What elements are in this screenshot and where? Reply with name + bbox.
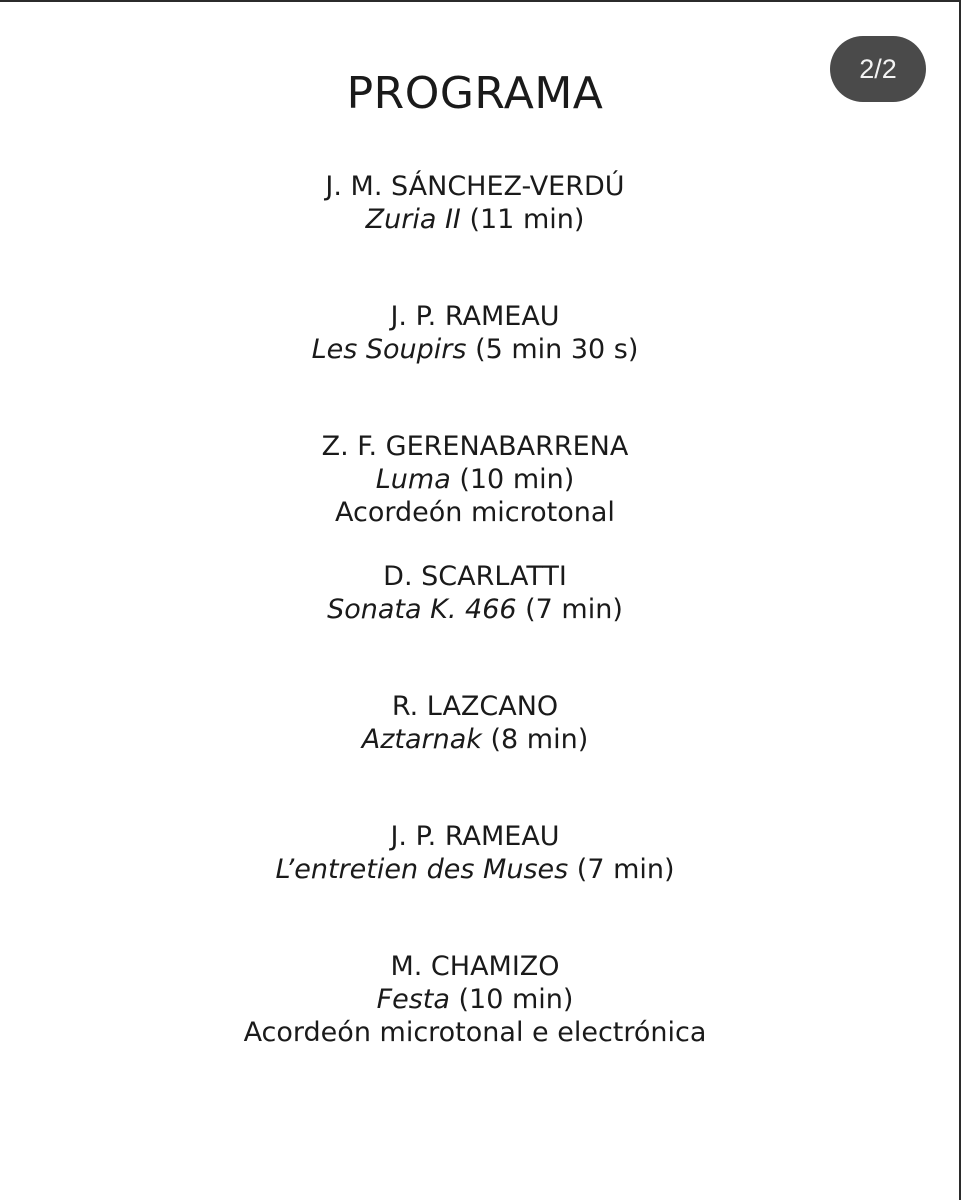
work-line <box>0 853 950 886</box>
composer-name: J. P. RAMEAU <box>390 821 560 852</box>
work-duration: (11 min) <box>469 204 585 235</box>
work-line <box>0 333 950 366</box>
page-counter-badge: 2/2 <box>830 36 926 102</box>
work-duration: (8 min) <box>490 724 589 755</box>
page-title: PROGRAMA <box>346 68 604 119</box>
work-line <box>0 463 950 496</box>
instrument-note: Acordeón microtonal <box>335 497 615 528</box>
work-title: Aztarnak <box>361 724 482 755</box>
top-border <box>0 0 961 2</box>
work-line <box>0 203 950 236</box>
work-title: Sonata K. 466 <box>327 594 517 625</box>
program-entry <box>0 170 950 300</box>
composer-name: M. CHAMIZO <box>390 951 560 982</box>
work-title: Les Soupirs <box>311 334 467 365</box>
work-line <box>0 983 950 1016</box>
instrument-note: Acordeón microtonal e electrónica <box>243 1017 707 1048</box>
work-line <box>0 593 950 626</box>
program-entry <box>0 820 950 950</box>
work-title: L’entretien des Muses <box>275 854 569 885</box>
program-entry <box>0 560 950 690</box>
composer-name: D. SCARLATTI <box>383 561 567 592</box>
composer-name: Z. F. GERENABARRENA <box>321 431 629 462</box>
composer-name: R. LAZCANO <box>391 691 559 722</box>
work-duration: (7 min) <box>525 594 623 625</box>
program-entry <box>0 950 950 1080</box>
work-title: Festa <box>376 984 450 1015</box>
work-line <box>0 723 950 756</box>
program-entry <box>0 690 950 820</box>
work-duration: (5 min 30 s) <box>475 334 639 365</box>
composer-name: J. M. SÁNCHEZ-VERDÚ <box>325 171 625 202</box>
work-title: Luma <box>375 464 451 495</box>
program-list <box>0 170 950 1080</box>
composer-name: J. P. RAMEAU <box>390 301 560 332</box>
program-entry <box>0 300 950 430</box>
program-entry <box>0 430 950 560</box>
work-duration: (10 min) <box>459 464 575 495</box>
work-title: Zuria II <box>365 204 461 235</box>
work-duration: (7 min) <box>576 854 675 885</box>
work-duration: (10 min) <box>458 984 574 1015</box>
